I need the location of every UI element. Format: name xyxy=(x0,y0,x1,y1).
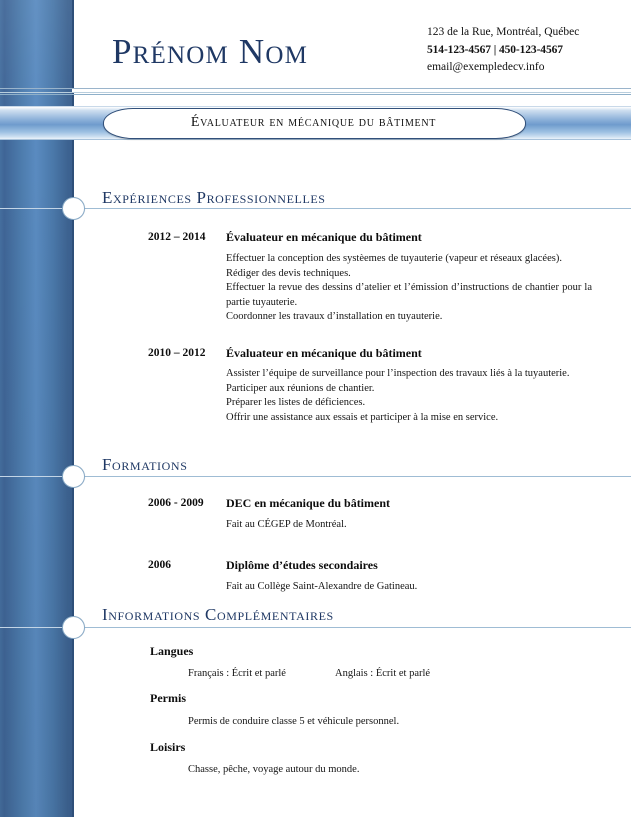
duty-line: Assister l’équipe de surveillance pour l’inspection des travaux liés à la tuyauterie. xyxy=(226,368,570,379)
header-divider-mid xyxy=(0,92,631,93)
duty-line: Effectuer la revue des dessins d’atelier et l’émission d’instructions de chantier pour la partie tuyauterie. xyxy=(226,282,592,308)
contact-block xyxy=(427,24,579,77)
duty-line: Rédiger des devis techniques. xyxy=(226,267,351,279)
candidate-name: Prénom Nom xyxy=(112,32,309,71)
section-heading-complementary: Informations Complémentaires xyxy=(102,605,334,624)
experience-title-2: Évaluateur en mécanique du bâtiment xyxy=(226,346,422,360)
contact-phones: 514-123-4567 | 450-123-4567 xyxy=(427,43,563,56)
section-heading-formations: Formations xyxy=(102,455,188,474)
duty-line: Préparer les listes de déficiences. xyxy=(226,397,366,409)
formation-line: Fait au CÉGEP de Montréal. xyxy=(226,519,347,530)
info-label-permis: Permis xyxy=(150,691,186,705)
info-label-langues: Langues xyxy=(150,644,194,658)
section-marker-experience xyxy=(62,197,85,220)
section-marker-complementary xyxy=(62,616,85,639)
experience-title-1: Évaluateur en mécanique du bâtiment xyxy=(226,230,422,244)
contact-email: email@exempledecv.info xyxy=(427,61,545,73)
section-rule-experience xyxy=(72,208,631,209)
duty-line: Offrir une assistance aux essais et participer à la mise en service. xyxy=(226,411,499,423)
info-value-francais: Français : Écrit et parlé xyxy=(188,668,286,679)
contact-address: 123 de la Rue, Montréal, Québec xyxy=(427,26,580,38)
info-value-permis: Permis de conduire classe 5 et véhicule personnel. xyxy=(188,716,400,727)
formation-date-1: 2006 - 2009 xyxy=(148,497,204,509)
experience-duties-1 xyxy=(226,252,592,325)
section-rule-formations xyxy=(72,476,631,477)
experience-date-2: 2010 – 2012 xyxy=(148,347,206,359)
section-rule-complementary xyxy=(72,627,631,628)
experience-date-1: 2012 – 2014 xyxy=(148,231,206,243)
info-label-loisirs: Loisirs xyxy=(150,740,186,754)
formation-detail-1 xyxy=(226,518,592,533)
formation-title-1: DEC en mécanique du bâtiment xyxy=(226,496,391,510)
job-title-banner: Évaluateur en mécanique du bâtiment xyxy=(190,114,437,130)
formation-detail-2 xyxy=(226,580,592,595)
formation-line: Fait au Collège Saint-Alexandre de Gatineau. xyxy=(226,581,418,592)
duty-line: Coordonner les travaux d’installation en tuyauterie. xyxy=(226,311,443,323)
info-value-anglais: Anglais : Écrit et parlé xyxy=(335,668,431,679)
section-marker-formations xyxy=(62,465,85,488)
section-heading-experience: Expériences Professionnelles xyxy=(102,188,326,207)
formation-title-2: Diplôme d’études secondaires xyxy=(226,558,378,572)
duty-line: Participer aux réunions de chantier. xyxy=(226,382,375,394)
duty-line: Effectuer la conception des systèemes de tuyauterie (vapeur et réseaux glacées). xyxy=(226,253,562,264)
header-divider-bottom xyxy=(0,94,631,95)
experience-duties-2 xyxy=(226,367,592,425)
info-value-loisirs: Chasse, pêche, voyage autour du monde. xyxy=(188,764,360,775)
formation-date-2: 2006 xyxy=(148,559,171,571)
